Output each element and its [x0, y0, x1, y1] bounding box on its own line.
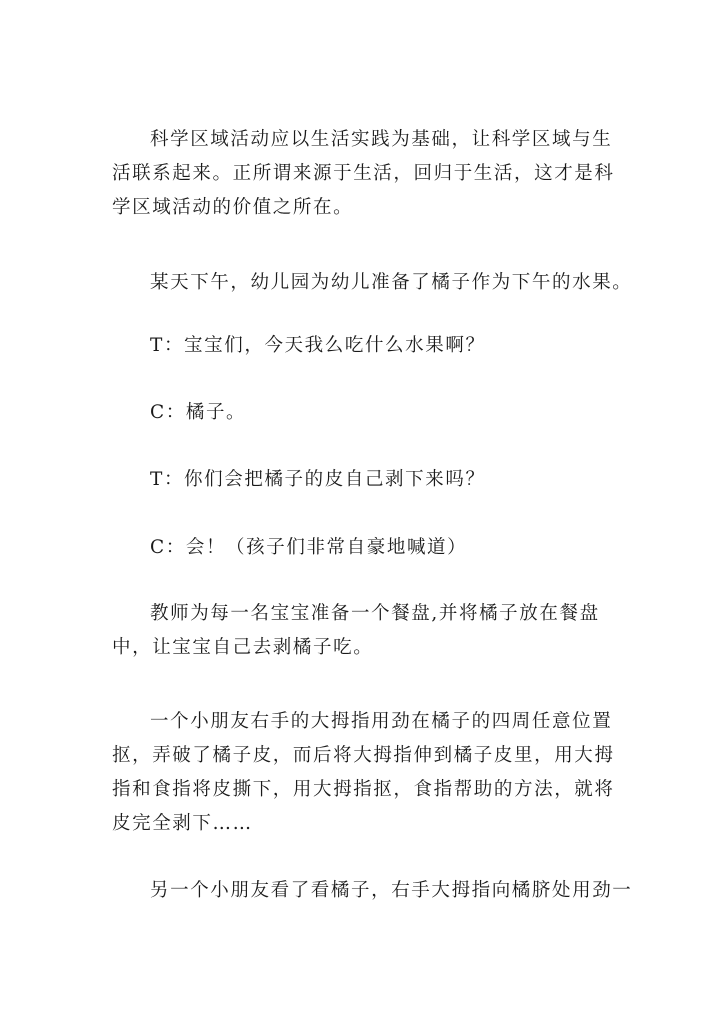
paragraph-child-two: 另一个小朋友看了看橘子，右手大拇指向橘脐处用劲一 — [150, 880, 633, 901]
dialogue-teacher-question-2: T：你们会把橘子的皮自己剥下来吗？ — [150, 469, 486, 490]
paragraph-child-one: 一个小朋友右手的大拇指用劲在橘子的四周任意位置抠，弄破了橘子皮，而后将大拇指伸到橘子皮里，用大拇指和食指将皮撕下，用大拇指抠，食指帮助的方法，就将皮完全剥下…… — [112, 711, 615, 834]
dialogue-teacher-question-1: T：宝宝们，今天我么吃什么水果啊？ — [150, 335, 486, 356]
dialogue-child-answer-2: C：会！（孩子们非常自豪地喊道） — [150, 537, 468, 558]
paragraph-teacher-prep: 教师为每一名宝宝准备一个餐盘,并将橘子放在餐盘中，让宝宝自己去剥橘子吃。 — [112, 603, 600, 658]
paragraph-scene: 某天下午，幼儿园为幼儿准备了橘子作为下午的水果。 — [150, 272, 633, 293]
dialogue-child-answer-1: C：橘子。 — [150, 402, 247, 423]
paragraph-intro: 科学区域活动应以生活实践为基础，让科学区域与生活联系起来。正所谓来源于生活，回归于生活，这才是科学区域活动的价值之所在。 — [112, 129, 615, 218]
